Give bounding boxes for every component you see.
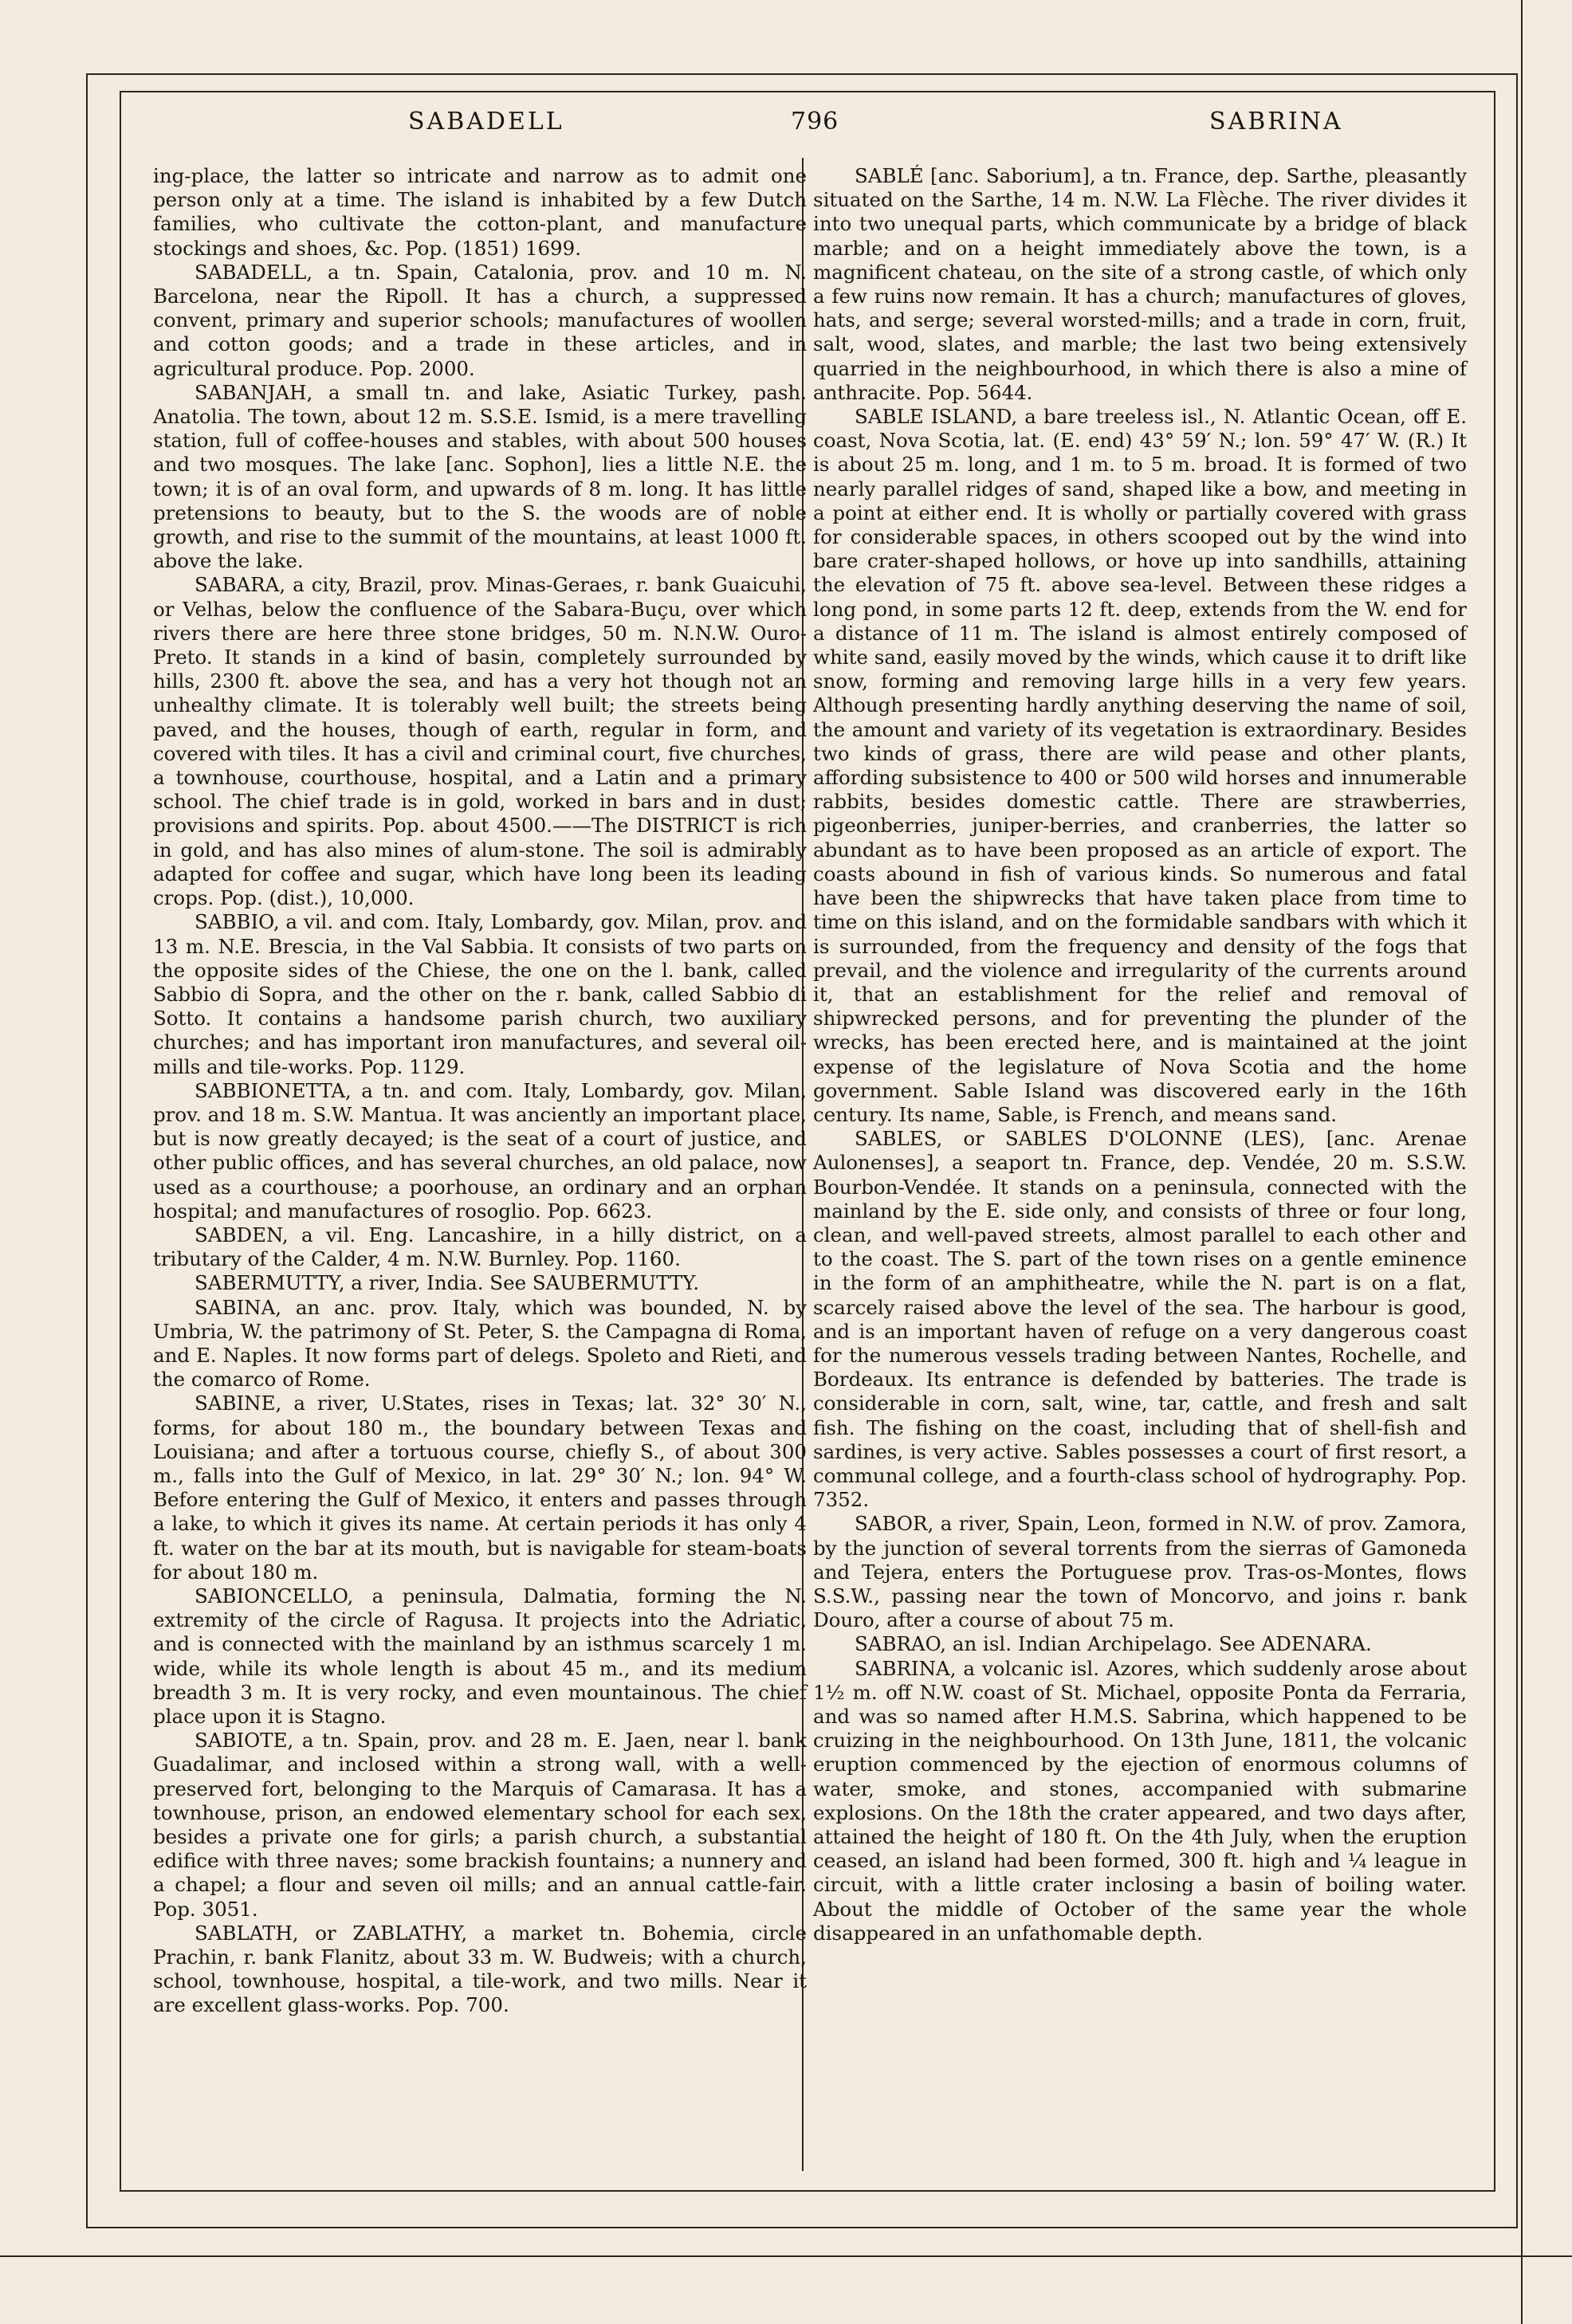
entry-paragraph: ing-place, the latter so intricate and narrow as to admit one person only at a time. The island is inhabited by a few Dutch families, who cultivate the cotton-plant, and manufacture stockings and shoes, &c. Pop. (1851) 1699. — [153, 164, 807, 260]
entry-paragraph: SABDEN, a vil. Eng. Lancashire, in a hilly district, on a tributary of the Calder, 4 m. N.W. Burnley. Pop. 1160. — [153, 1223, 807, 1271]
entry-paragraph: SABERMUTTY, a river, India. See SAUBERMUTTY. — [195, 1271, 700, 1295]
header-left-word: SABADELL — [408, 108, 564, 135]
entry-paragraph: SABLE ISLAND, a bare treeless isl., N. Atlantic Ocean, off E. coast, Nova Scotia, lat. (E. end) 43° 59′ N.; lon. 59° 47′ W. (R.) It is about 25 m. long, and 1 m. to 5 m. broad. It is formed of two nearly parallel ridges of sand, shaped like a bow, and meeting in a point at either end. It is wholly or partially covered with grass for considerable spaces, in others scooped out by the wind into bare crater-shaped hollows, or hove up into sandhills, attaining the elevation of 75 ft. above sea-level. Between these ridges a long pond, in some parts 12 ft. deep, extends from the W. end for a distance of 11 m. The island is almost entirely composed of white sand, easily moved by the winds, which cause it to drift like snow, forming and removing large hills in a very few years. Although presenting hardly anything deserving the name of soil, the amount and variety of its vegetation is extraordinary. Besides two kinds of grass, there are wild pease and other plants, affording subsistence to 400 or 500 wild horses and innumerable rabbits, besides domestic cattle. There are strawberries, pigeonberries, juniper-berries, and cranberries, the latter so abundant as to have been proposed as an article of export. The coasts abound in fish of various kinds. So numerous and fatal have been the shipwrecks that have taken place from time to time on this island, and on the formidable sandbars with which it is surrounded, from the frequency and density of the fogs that prevail, and the violence and irregularity of the currents around it, that an establishment for the relief and removal of shipwrecked persons, and for preventing the plunder of the wrecks, has been erected here, and is maintained at the joint expense of the legislature of Nova Scotia and the home government. Sable Island was discovered early in the 16th century. Its name, Sable, is French, and means sand. — [813, 405, 1467, 1126]
entry-paragraph: SABINE, a river, U.States, rises in Texas; lat. 32° 30′ N., forms, for about 180 m., the boundary between Texas and Louisiana; and after a tortuous course, chiefly S., of about 300 m., falls into the Gulf of Mexico, in lat. 29° 30′ N.; lon. 94° W. Before entering the Gulf of Mexico, it enters and passes through a lake, to which it gives its name. At certain periods it has only 4 ft. water on the bar at its mouth, but is navigable for steam-boats for about 180 m. — [153, 1392, 807, 1584]
entry-paragraph: SABARA, a city, Brazil, prov. Minas-Geraes, r. bank Guaicuhi, or Velhas, below the confluence of the Sabara-Buçu, over which rivers there are here three stone bridges, 50 m. N.N.W. Ouro-Preto. It stands in a kind of basin, completely surrounded by hills, 2300 ft. above the sea, and has a very hot though not an unhealthy climate. It is tolerably well built; the streets being paved, and the houses, though of earth, regular in form, and covered with tiles. It has a civil and criminal court, five churches, a townhouse, courthouse, hospital, and a Latin and a primary school. The chief trade is in gold, worked in bars and in dust; provisions and spirits. Pop. about 4500.——The DISTRICT is rich in gold, and has also mines of alum-stone. The soil is admirably adapted for coffee and sugar, which have long been its leading crops. Pop. (dist.), 10,000. — [153, 573, 807, 910]
entry-paragraph: SABINA, an anc. prov. Italy, which was bounded, N. by Umbria, W. the patrimony of St. Peter, S. the Campagna di Roma, and E. Naples. It now forms part of delegs. Spoleto and Rieti, and the comarco of Rome. — [153, 1295, 807, 1392]
entry-paragraph: SABIOTE, a tn. Spain, prov. and 28 m. E. Jaen, near l. bank Guadalimar, and inclosed within a strong wall, with a well-preserved fort, belonging to the Marquis of Camarasa. It has a townhouse, prison, an endowed elementary school for each sex, besides a private one for girls; a parish church, a substantial edifice with three naves; some brackish fountains; a nunnery and a chapel; a flour and seven oil mills; and an annual cattle-fair. Pop. 3051. — [153, 1729, 807, 1921]
entry-paragraph: SABADELL, a tn. Spain, Catalonia, prov. and 10 m. N. Barcelona, near the Ripoll. It has a church, a suppressed convent, primary and superior schools; manufactures of woollen and cotton goods; and a trade in these articles, and in agricultural produce. Pop. 2000. — [153, 260, 807, 380]
entry-paragraph: SABRINA, a volcanic isl. Azores, which suddenly arose about 1½ m. off N.W. coast of St. Michael, opposite Ponta da Ferraria, and was so named after H.M.S. Sabrina, which happened to be cruizing in the neighbourhood. On 13th June, 1811, the volcanic eruption commenced by the ejection of enormous columns of water, smoke, and stones, accompanied with submarine explosions. On the 18th the crater appeared, and two days after, attained the height of 180 ft. On the 4th July, when the eruption ceased, an island had been formed, 300 ft. high and ¼ league in circuit, with a little crater inclosing a basin of boiling water. About the middle of October of the same year the whole disappeared in an unfathomable depth. — [813, 1656, 1467, 1945]
entry-paragraph: SABLÉ [anc. Saborium], a tn. France, dep. Sarthe, pleasantly situated on the Sarthe, 14 m. N.W. La Flèche. The river divides it into two unequal parts, which communicate by a bridge of black marble; and on a height immediately above the town, is a magnificent chateau, on the site of a strong castle, of which only a few ruins now remain. It has a church; manufactures of gloves, hats, and serge; several worsted-mills; and a trade in corn, fruit, salt, wood, slates, and marble; the last two being extensively quarried in the neighbourhood, in which there is also a mine of anthracite. Pop. 5644. — [813, 164, 1467, 404]
entry-paragraph: SABANJAH, a small tn. and lake, Asiatic Turkey, pash. Anatolia. The town, about 12 m. S.S.E. Ismid, is a mere travelling station, full of coffee-houses and stables, with about 500 houses and two mosques. The lake [anc. Sophon], lies a little N.E. the town; it is of an oval form, and upwards of 8 m. long. It has little pretensions to beauty, but to the S. the woods are of noble growth, and rise to the summit of the mountains, at least 1000 ft. above the lake. — [153, 380, 807, 573]
left-column — [153, 164, 807, 2018]
entry-paragraph: SABBIO, a vil. and com. Italy, Lombardy, gov. Milan, prov. and 13 m. N.E. Brescia, in the Val Sabbia. It consists of two parts on the opposite sides of the Chiese, the one on the l. bank, called Sabbio di Sopra, and the other on the r. bank, called Sabbio di Sotto. It contains a handsome parish church, two auxiliary churches; and has important iron manufactures, and several oil-mills and tile-works. Pop. 1129. — [153, 910, 807, 1078]
entry-paragraph: SABLATH, or ZABLATHY, a market tn. Bohemia, circle Prachin, r. bank Flanitz, about 33 m. W. Budweis; with a church, school, townhouse, hospital, a tile-work, and two mills. Near it are excellent glass-works. Pop. 700. — [153, 1921, 807, 2017]
entry-paragraph: SABIONCELLO, a peninsula, Dalmatia, forming the N. extremity of the circle of Ragusa. It projects into the Adriatic, and is connected with the mainland by an isthmus scarcely 1 m. wide, while its whole length is about 45 m., and its medium breadth 3 m. It is very rocky, and even mountainous. The chief place upon it is Stagno. — [153, 1584, 807, 1728]
right-column — [813, 164, 1467, 1945]
entry-paragraph: SABOR, a river, Spain, Leon, formed in N.W. of prov. Zamora, by the junction of several torrents from the sierras of Gamoneda and Tejera, enters the Portuguese prov. Tras-os-Montes, flows S.S.W., passing near the town of Moncorvo, and joins r. bank Douro, after a course of about 75 m. — [813, 1512, 1467, 1632]
page-number: 796 — [791, 108, 839, 135]
bottom-rule — [0, 2255, 1572, 2257]
right-rule — [1521, 0, 1523, 2324]
running-header — [121, 108, 1492, 152]
entry-paragraph: SABRAO, an isl. Indian Archipelago. See ADENARA. — [855, 1632, 1372, 1656]
entry-paragraph: SABBIONETTA, a tn. and com. Italy, Lombardy, gov. Milan, prov. and 18 m. S.W. Mantua. It was anciently an important place, but is now greatly decayed; is the seat of a court of justice, and other public offices, and has several churches, an old palace, now used as a courthouse; a poorhouse, an ordinary and an orphan hospital; and manufactures of rosoglio. Pop. 6623. — [153, 1078, 807, 1223]
entry-paragraph: SABLES, or SABLES D'OLONNE (LES), [anc. Arenae Aulonenses], a seaport tn. France, dep. Vendée, 20 m. S.S.W. Bourbon-Vendée. It stands on a peninsula, connected with the mainland by the E. side only, and consists of three or four long, clean, and well-paved streets, almost parallel to each other and to the coast. The S. part of the town rises on a gentle eminence in the form of an amphitheatre, while the N. part is on a flat, scarcely raised above the level of the sea. The harbour is good, and is an important haven of refuge on a very dangerous coast for the numerous vessels trading between Nantes, Rochelle, and Bordeaux. Its entrance is defended by batteries. The trade is considerable in corn, salt, wine, tar, cattle, and fresh and salt fish. The fishing on the coast, including that of shell-fish and sardines, is very active. Sables possesses a court of first resort, a communal college, and a fourth-class school of hydrography. Pop. 7352. — [813, 1127, 1467, 1512]
header-right-word: SABRINA — [1209, 108, 1343, 135]
